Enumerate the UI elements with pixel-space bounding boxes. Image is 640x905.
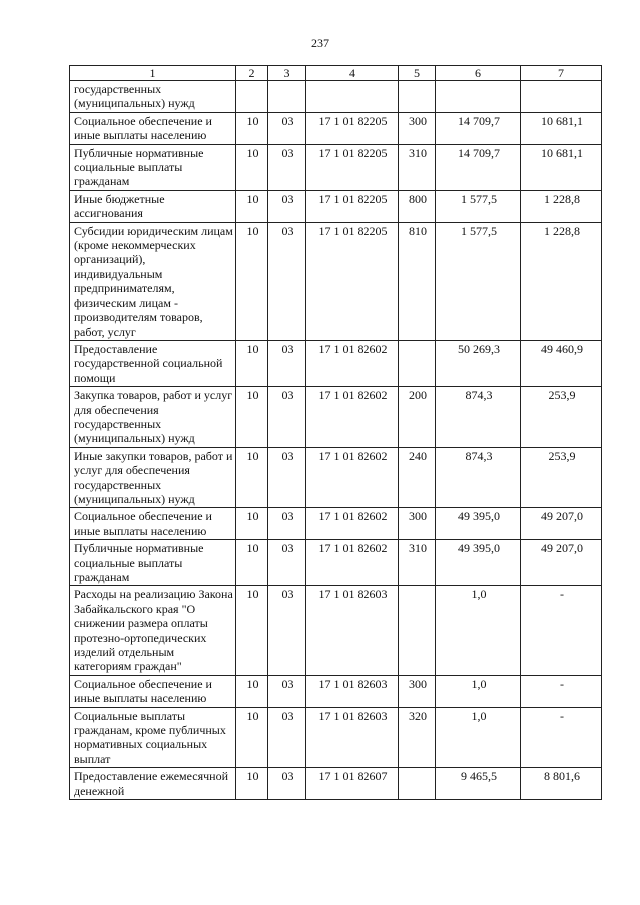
item-name-cell: Предоставление государственной социальной помощи xyxy=(70,340,236,386)
target-article-cell: 17 1 01 82602 xyxy=(306,340,399,386)
budget-table xyxy=(69,65,602,800)
table-row xyxy=(70,540,602,586)
item-name-cell: Публичные нормативные социальные выплаты гражданам xyxy=(70,540,236,586)
amount-cell: 49 207,0 xyxy=(521,508,602,540)
section-cell: 10 xyxy=(236,707,268,768)
column-header: 6 xyxy=(436,66,521,81)
item-name-cell: Закупка товаров, работ и услуг для обеспечения государственных (муниципальных) нужд xyxy=(70,387,236,448)
subsection-cell: 03 xyxy=(268,190,306,222)
section-cell xyxy=(236,81,268,113)
amount-cell: 1 228,8 xyxy=(521,190,602,222)
amount-cell: - xyxy=(521,707,602,768)
item-name-cell: Социальное обеспечение и иные выплаты населению xyxy=(70,508,236,540)
section-cell: 10 xyxy=(236,508,268,540)
target-article-cell: 17 1 01 82205 xyxy=(306,222,399,340)
subsection-cell xyxy=(268,81,306,113)
item-name-cell: Предоставление ежемесячной денежной xyxy=(70,768,236,800)
amount-cell: 1,0 xyxy=(436,586,521,675)
table-row xyxy=(70,144,602,190)
table-row xyxy=(70,586,602,675)
table-row xyxy=(70,387,602,448)
table-row xyxy=(70,707,602,768)
subsection-cell: 03 xyxy=(268,586,306,675)
section-cell: 10 xyxy=(236,112,268,144)
expense-type-cell: 320 xyxy=(399,707,436,768)
expense-type-cell: 310 xyxy=(399,144,436,190)
amount-cell: 253,9 xyxy=(521,447,602,508)
subsection-cell: 03 xyxy=(268,447,306,508)
table-row xyxy=(70,447,602,508)
amount-cell xyxy=(436,81,521,113)
amount-cell: 1,0 xyxy=(436,675,521,707)
subsection-cell: 03 xyxy=(268,508,306,540)
column-header: 5 xyxy=(399,66,436,81)
expense-type-cell: 310 xyxy=(399,540,436,586)
subsection-cell: 03 xyxy=(268,768,306,800)
table-row xyxy=(70,675,602,707)
column-header: 7 xyxy=(521,66,602,81)
subsection-cell: 03 xyxy=(268,707,306,768)
amount-cell: 9 465,5 xyxy=(436,768,521,800)
amount-cell: 49 395,0 xyxy=(436,540,521,586)
section-cell: 10 xyxy=(236,675,268,707)
amount-cell: 1 228,8 xyxy=(521,222,602,340)
amount-cell: 253,9 xyxy=(521,387,602,448)
amount-cell xyxy=(521,81,602,113)
subsection-cell: 03 xyxy=(268,112,306,144)
subsection-cell: 03 xyxy=(268,675,306,707)
section-cell: 10 xyxy=(236,144,268,190)
table-row xyxy=(70,340,602,386)
target-article-cell: 17 1 01 82607 xyxy=(306,768,399,800)
section-cell: 10 xyxy=(236,222,268,340)
item-name-cell: Иные закупки товаров, работ и услуг для обеспечения государственных (муниципальных) нужд xyxy=(70,447,236,508)
target-article-cell: 17 1 01 82205 xyxy=(306,144,399,190)
amount-cell: 1 577,5 xyxy=(436,190,521,222)
expense-type-cell xyxy=(399,586,436,675)
column-header: 4 xyxy=(306,66,399,81)
amount-cell: - xyxy=(521,675,602,707)
expense-type-cell: 300 xyxy=(399,675,436,707)
section-cell: 10 xyxy=(236,340,268,386)
expense-type-cell: 240 xyxy=(399,447,436,508)
amount-cell: 874,3 xyxy=(436,447,521,508)
amount-cell: - xyxy=(521,586,602,675)
item-name-cell: Социальное обеспечение и иные выплаты населению xyxy=(70,112,236,144)
section-cell: 10 xyxy=(236,447,268,508)
expense-type-cell: 800 xyxy=(399,190,436,222)
column-header: 3 xyxy=(268,66,306,81)
target-article-cell: 17 1 01 82603 xyxy=(306,586,399,675)
subsection-cell: 03 xyxy=(268,540,306,586)
target-article-cell xyxy=(306,81,399,113)
amount-cell: 49 460,9 xyxy=(521,340,602,386)
subsection-cell: 03 xyxy=(268,340,306,386)
expense-type-cell: 300 xyxy=(399,508,436,540)
table-row xyxy=(70,222,602,340)
table-row xyxy=(70,81,602,113)
section-cell: 10 xyxy=(236,586,268,675)
section-cell: 10 xyxy=(236,540,268,586)
expense-type-cell: 200 xyxy=(399,387,436,448)
amount-cell: 10 681,1 xyxy=(521,144,602,190)
page-number: 237 xyxy=(311,36,329,50)
expense-type-cell xyxy=(399,340,436,386)
target-article-cell: 17 1 01 82603 xyxy=(306,707,399,768)
target-article-cell: 17 1 01 82602 xyxy=(306,508,399,540)
target-article-cell: 17 1 01 82602 xyxy=(306,387,399,448)
expense-type-cell xyxy=(399,768,436,800)
subsection-cell: 03 xyxy=(268,387,306,448)
expense-type-cell xyxy=(399,81,436,113)
amount-cell: 50 269,3 xyxy=(436,340,521,386)
table-row xyxy=(70,112,602,144)
amount-cell: 49 395,0 xyxy=(436,508,521,540)
expense-type-cell: 810 xyxy=(399,222,436,340)
table-row xyxy=(70,190,602,222)
item-name-cell: Субсидии юридическим лицам (кроме некоммерческих организаций), индивидуальным предпринимателям, физическим лицам - производителям товаров, работ, услуг xyxy=(70,222,236,340)
column-header: 2 xyxy=(236,66,268,81)
subsection-cell: 03 xyxy=(268,222,306,340)
item-name-cell: Социальные выплаты гражданам, кроме публичных нормативных социальных выплат xyxy=(70,707,236,768)
amount-cell: 874,3 xyxy=(436,387,521,448)
amount-cell: 49 207,0 xyxy=(521,540,602,586)
target-article-cell: 17 1 01 82602 xyxy=(306,540,399,586)
table-row xyxy=(70,508,602,540)
subsection-cell: 03 xyxy=(268,144,306,190)
amount-cell: 1 577,5 xyxy=(436,222,521,340)
item-name-cell: Социальное обеспечение и иные выплаты населению xyxy=(70,675,236,707)
section-cell: 10 xyxy=(236,190,268,222)
item-name-cell: Иные бюджетные ассигнования xyxy=(70,190,236,222)
section-cell: 10 xyxy=(236,387,268,448)
item-name-cell: Расходы на реализацию Закона Забайкальского края "О снижении размера оплаты протезно-ортопедических изделий отдельным категориям граждан" xyxy=(70,586,236,675)
expense-type-cell: 300 xyxy=(399,112,436,144)
item-name-cell: Публичные нормативные социальные выплаты гражданам xyxy=(70,144,236,190)
amount-cell: 8 801,6 xyxy=(521,768,602,800)
amount-cell: 14 709,7 xyxy=(436,112,521,144)
target-article-cell: 17 1 01 82602 xyxy=(306,447,399,508)
target-article-cell: 17 1 01 82205 xyxy=(306,190,399,222)
target-article-cell: 17 1 01 82205 xyxy=(306,112,399,144)
table-row xyxy=(70,768,602,800)
amount-cell: 1,0 xyxy=(436,707,521,768)
amount-cell: 14 709,7 xyxy=(436,144,521,190)
section-cell: 10 xyxy=(236,768,268,800)
item-name-cell: государственных (муниципальных) нужд xyxy=(70,81,236,113)
column-header: 1 xyxy=(70,66,236,81)
table-header-row xyxy=(70,66,602,81)
amount-cell: 10 681,1 xyxy=(521,112,602,144)
target-article-cell: 17 1 01 82603 xyxy=(306,675,399,707)
